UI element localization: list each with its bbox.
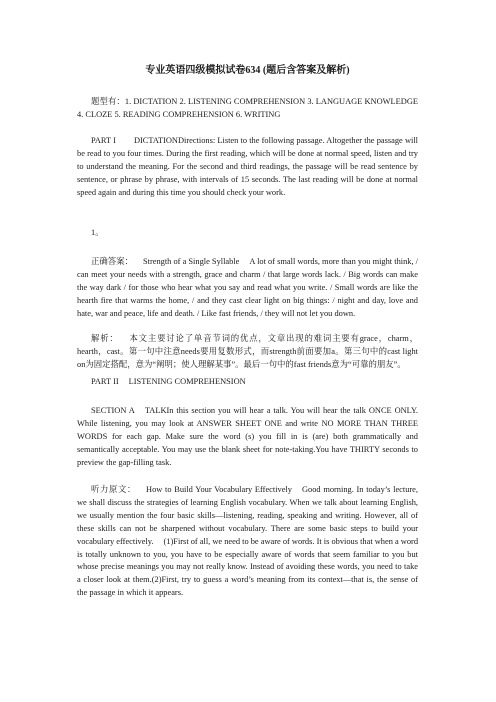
document-title: 专业英语四级模拟试卷634 (题后含答案及解析) [145,65,350,76]
answer-label: 正确答案： [91,257,133,266]
answer-paragraph [77,256,418,321]
transcript-paragraph [77,484,418,600]
part1-paragraph [77,135,418,200]
answer-title: Strength of a Single Syllable [142,257,240,266]
part1-directions: Directions: Listen to the following passage. Altogether the passage will be read to you four times. During the first reading, which will be done at normal speed, listen and try to understand the meaning. For the second and third readings, the passage will be read sentence by sentence, or phrase by phrase, with intervals of 15 seconds. The last reading will be done at normal speed again and during this time you should check your work. [77,136,418,197]
section-a-paragraph [77,405,418,470]
transcript-title: How to Build Your Vocabulary Effectively [146,485,292,494]
question-number-paragraph [77,227,418,240]
question-number: 1。 [91,228,104,237]
question-types-label: 题型有： [91,97,125,106]
part1-title: DICTATION [133,136,178,145]
analysis-paragraph [77,333,418,372]
section-a-heading: SECTION A [91,406,135,415]
analysis-text: 本文主要讨论了单音节词的优点，文章出现的难词主要有grace，charm，hearth，cast。第一句中注意needs要用复数形式，而strength前面要加a。第三句中的cast light on为固定搭配，意为“阐明；使人理解某事”。最后一句中的fast friends意为“可靠的朋友”。 [77,334,419,369]
section-a-title: TALK [144,406,167,415]
part1-heading: PART I [91,136,116,145]
transcript-label: 听力原文： [91,485,137,494]
analysis-label: 解析： [91,334,119,343]
part2-paragraph [77,376,418,389]
answer-text: A lot of small words, more than you might think, / can meet your needs with a strength, grace and charm / that large words lack. / Big words can make the way dark / for those who hear what you say and read what you write. / Small words are like the hearth fire that warms the home, / and they cast clear light on big things: / night and day, love and hate, war and peace, life and death. / Like fast friends, / they will not let you down. [77,257,418,318]
question-types-paragraph [77,96,418,122]
question-types-list: 1. DICTATION 2. LISTENING COMPREHENSION 3. LANGUAGE KNOWLEDGE 4. CLOZE 5. READING COMPREHENSION 6. WRITING [77,97,418,119]
transcript-text-continued: (1)First of all, we need to be aware of words. It is obvious that when a word is totally unknown to you, you have to be especially aware of words that seem familiar to you but whose precise meanings you may not really know. Instead of avoiding these words, you need to take a closer look at them.(2)First, try to guess a word’s meaning from its context—that is, the sense of the passage in which it appears. [77,536,419,598]
part2-title: LISTENING COMPREHENSION [128,377,246,386]
transcript-text: Good morning. In today’s lecture, we shall discuss the strategies of learning English vocabulary. When we talk about learning English, we usually mention the four basic skills—listening, reading, speaking and writing. However, all of these skills can not be sharpened without vocabulary. There are some basic steps to build your vocabulary effectively. [77,485,418,546]
section-a-text: In this section you will hear a talk. You will hear the talk ONCE ONLY. While listening, you may look at ANSWER SHEET ONE and write NO MORE THAN THREE WORDS for each gap. Make sure the word (s) you fill in is (are) both grammatically and semantically acceptable. You may use the blank sheet for note-taking.You have THIRTY seconds to preview the gap-filling task. [77,406,419,467]
part2-heading: PART II [91,377,119,386]
